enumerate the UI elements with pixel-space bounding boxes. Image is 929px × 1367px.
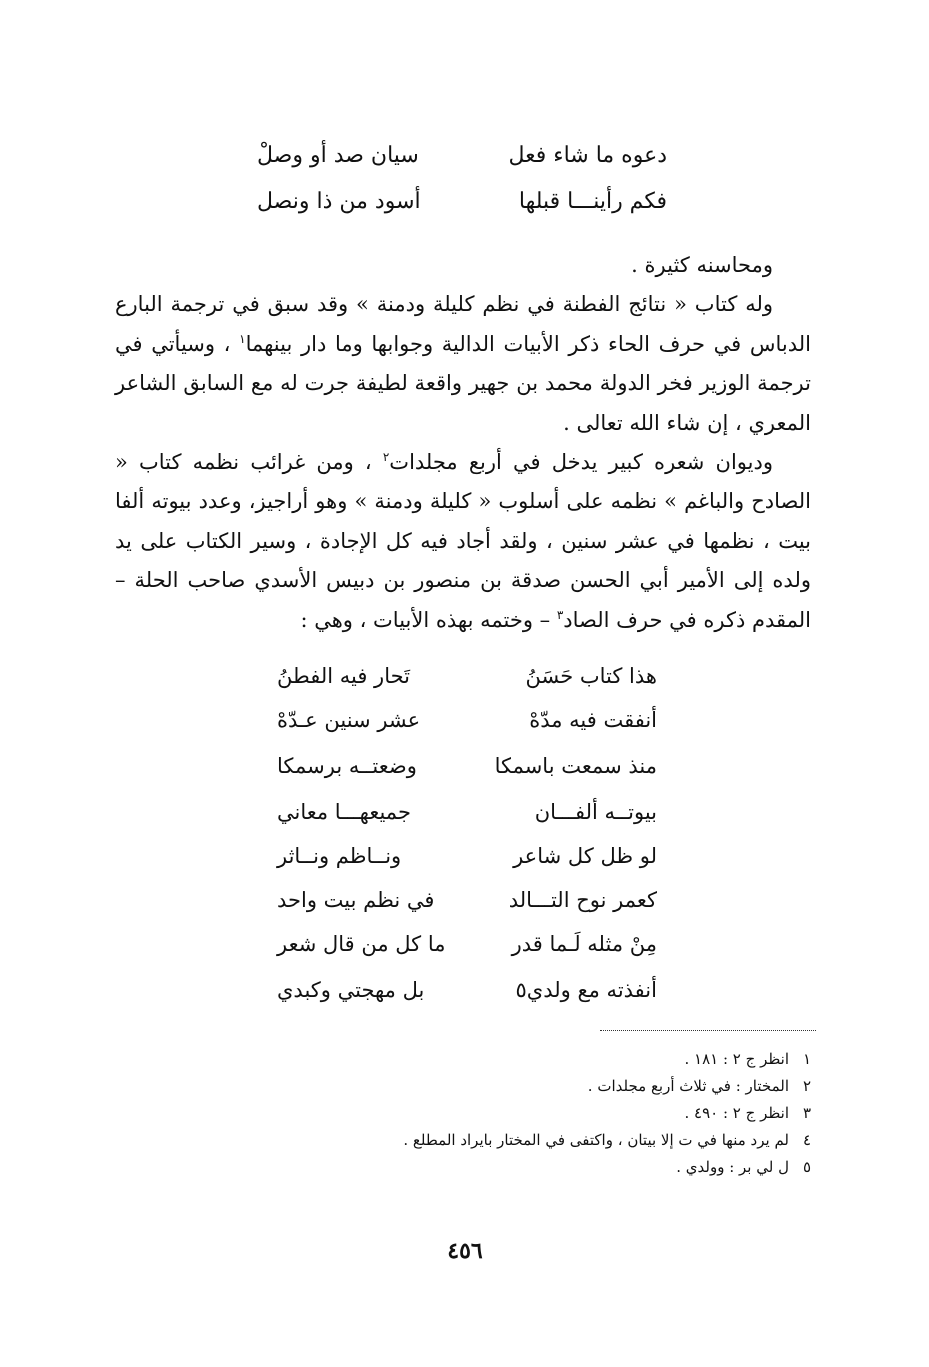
couplet-second-hemistich: سيان صد أو وصلْ bbox=[257, 143, 419, 168]
footnote-divider bbox=[600, 1030, 816, 1031]
verse-second-hemistich: ما كل من قال شعر bbox=[277, 932, 446, 956]
verse-second-hemistich: بل مهجتي وكبدي bbox=[277, 978, 425, 1002]
verse-first-hemistich: كعمر نوح التـــالد bbox=[508, 888, 657, 912]
verse-second-hemistich: تَحار فيه الفطنُ bbox=[277, 664, 410, 688]
verse-line bbox=[277, 970, 657, 1010]
footnote-number: ٤ bbox=[802, 1131, 811, 1149]
footnote-item bbox=[211, 1154, 811, 1181]
footnote-text: انظر ج ٢ : ٤٩٠ . bbox=[684, 1104, 789, 1122]
footnote-item bbox=[211, 1046, 811, 1073]
page-number: ٤٥٦ bbox=[447, 1238, 483, 1264]
couplet-first-hemistich: فكم رأينـــا قبلها bbox=[518, 189, 667, 214]
verse-first-hemistich: منذ سمعت باسمكا bbox=[494, 754, 657, 778]
paragraph-merits bbox=[115, 246, 811, 285]
verse-first-hemistich: مِنْ مثله لَـما قدر bbox=[511, 932, 657, 956]
verse-line bbox=[277, 924, 657, 964]
verse-first-hemistich: بيوتــه ألفـــان bbox=[534, 800, 657, 824]
verse-first-hemistich: هذا كتاب حَسَنُ bbox=[525, 664, 657, 688]
footnote-text: ل لي بر : وولدي . bbox=[676, 1158, 789, 1176]
footnote-item bbox=[211, 1127, 811, 1154]
footnote-marker: ١ bbox=[239, 331, 246, 346]
footnote-text: لم يرد منها في ت إلا بيتان ، واكتفى في المختار بايراد المطلع . bbox=[403, 1131, 789, 1149]
verse-line bbox=[277, 656, 657, 696]
verse-line bbox=[277, 700, 657, 740]
footnote-item bbox=[211, 1073, 811, 1100]
footnote-marker: ٣ bbox=[556, 607, 564, 622]
opening-couplet-2 bbox=[257, 182, 667, 222]
footnote-number: ٣ bbox=[802, 1104, 811, 1122]
couplet-first-hemistich: دعوه ما شاء فعل bbox=[508, 143, 667, 168]
paragraph-diwan bbox=[115, 443, 811, 640]
verse-line bbox=[277, 792, 657, 832]
verse-line bbox=[277, 836, 657, 876]
couplet-second-hemistich: أسود من ذا ونصل bbox=[257, 189, 421, 214]
paragraph-text: – وختمه بهذه الأبيات ، وهي : bbox=[300, 607, 557, 632]
verse-first-hemistich: أنفذته مع ولدي٥ bbox=[515, 978, 657, 1002]
footnote-number: ٥ bbox=[802, 1158, 811, 1176]
paragraph-text: ومحاسنه كثيرة . bbox=[631, 253, 773, 277]
footnotes bbox=[211, 1046, 811, 1181]
footnote-marker: ٢ bbox=[382, 450, 390, 465]
footnote-item bbox=[211, 1100, 811, 1127]
footnote-text: انظر ج ٢ : ١٨١ . bbox=[684, 1050, 789, 1068]
verse-first-hemistich: لو ظل كل شاعر bbox=[513, 844, 657, 868]
verse-line bbox=[277, 746, 657, 786]
verse-second-hemistich: جميعهـــا معاني bbox=[277, 800, 411, 824]
verse-second-hemistich: وضعتــه برسمكا bbox=[277, 754, 417, 778]
verse-first-hemistich: أنفقت فيه مدّهْ bbox=[529, 708, 657, 732]
verse-second-hemistich: في نظم بيت واحد bbox=[277, 888, 435, 912]
verse-second-hemistich: عشر سنين عـدّهْ bbox=[277, 708, 421, 732]
paragraph-text: وله كتاب « نتائج الفطنة في نظم كليلة ودمنة » وقد سبق في ترجمة البارع الدباس في حرف الحاء ذكر الأبيات الدالية وجوابها وما دار بينهما bbox=[115, 292, 811, 356]
paragraph-text: ، ومن غرائب نظمه كتاب « الصادح والباغم » نظمه على أسلوب « كليلة ودمنة » وهو أراجيز، وعدد بيوته ألفا بيت ، نظمها في عشر سنين ، ولقد أجاد فيه كل الإجادة ، وسير الكتاب على يد ولده إلى الأمير أبي الحسن صدقة بن منصور بن دبيس الأسدي صاحب الحلة – المقدم ذكره في حرف الصاد bbox=[115, 450, 811, 632]
verse-second-hemistich: ونــاظم ونــاثر bbox=[277, 844, 402, 868]
footnote-text: المختار : في ثلاث أربع مجلدات . bbox=[587, 1077, 789, 1095]
prose-block bbox=[115, 246, 811, 640]
verse-line bbox=[277, 880, 657, 920]
paragraph-text: ، وسيأتي في ترجمة الوزير فخر الدولة محمد بن جهير واقعة لطيفة جرت له مع السابق الشاعر المعري ، إن شاء الله تعالى . bbox=[115, 331, 811, 435]
footnote-number: ٢ bbox=[802, 1077, 811, 1095]
paragraph-text: وديوان شعره كبير يدخل في أربع مجلدات bbox=[389, 450, 773, 475]
footnote-number: ١ bbox=[802, 1050, 811, 1068]
opening-couplet-1 bbox=[257, 136, 667, 176]
paragraph-book bbox=[115, 285, 811, 443]
